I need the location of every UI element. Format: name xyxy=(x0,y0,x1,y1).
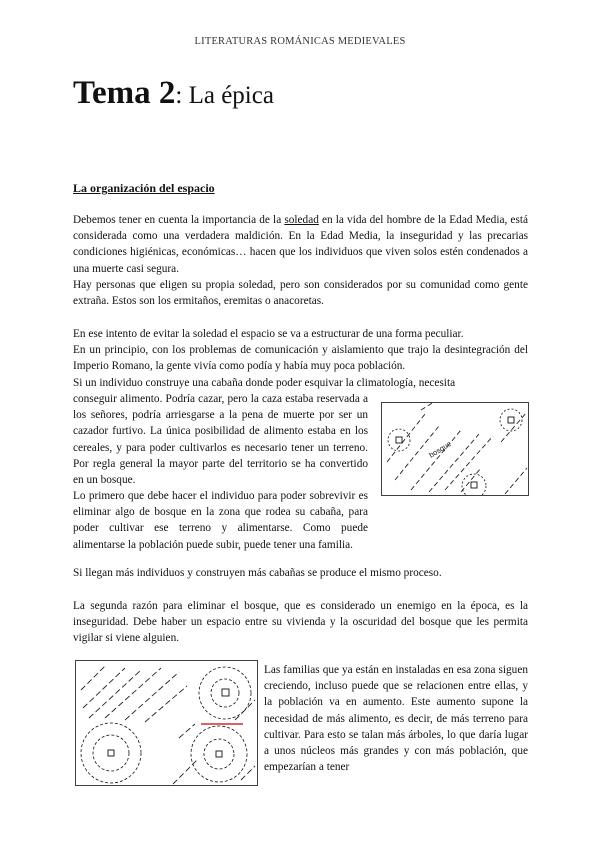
figure-expanding-clearings xyxy=(75,660,258,786)
section-heading: La organización del espacio xyxy=(73,181,215,195)
clearing-circles-2 xyxy=(81,667,251,783)
paragraph-soledad xyxy=(73,212,528,277)
running-header: LITERATURAS ROMÁNICAS MEDIEVALES xyxy=(194,36,406,47)
p1-text-before: Debemos tener en cuenta la importancia de la xyxy=(73,214,285,226)
paragraph-ermitanos: Hay personas que eligen su propia soledad, pero son considerados por su comunidad como gente extraña. Estos son los ermitaños, eremitas o anacoretas. xyxy=(73,279,528,308)
clearing-circles xyxy=(388,409,522,496)
p1-underlined-word: soledad xyxy=(284,214,319,226)
p1-text-after: en la vida del hombre de la Edad Media, está considerada como una verdadera maldición. En la Edad Media, la inseguridad y las precarias condiciones higiénicas, económicas… hacen que los individuos que viven solos estén condenados a una muerte casi segura. xyxy=(73,214,528,275)
paragraph-inseguridad: La segunda razón para eliminar el bosque, que es considerado un enemigo en la época, es la inseguridad. Debe haber un espacio entre su vivienda y la oscuridad del bosque que les permita vigilar si viene alguien. xyxy=(73,600,528,645)
forest-hatching xyxy=(387,402,527,494)
figure2-frame xyxy=(76,661,258,786)
forest-hatching-2 xyxy=(81,666,255,784)
paragraph-intento: En ese intento de evitar la soledad el espacio se va a estructurar de una forma peculiar. xyxy=(73,328,464,340)
paragraph-cabana-body: conseguir alimento. Podría cazar, pero la caza estaba reservada a los señores, podría arriesgarse a la pena de muerte por ser un cazador furtivo. La única posibilidad de alimento estaba en los cereales, y para poder cultivarlos es necesario tener un terreno. Por regla general la mayor parte del territorio se ha convertido en un bosque. xyxy=(73,393,368,487)
paragraph-sobrevivir: Lo primero que debe hacer el individuo para poder sobrevivir es eliminar algo de bosque en la zona que rodea su cabaña, para poder cultivar ese terreno y alimentarse. Como puede alimentarse la población puede subir, puede tener una familia. xyxy=(73,490,368,551)
paragraph-principio: En un principio, con los problemas de comunicación y aislamiento que trajo la desintegración del Imperio Romano, la gente vivía como podía y había muy poca población. xyxy=(73,344,528,373)
forest-label: bosque xyxy=(427,439,453,460)
paragraph-cabana-intro: Si un individuo construye una cabaña donde poder esquivar la climatología, necesita xyxy=(73,377,456,389)
figure-frame xyxy=(382,403,529,496)
paragraph-mas-individuos: Si llegan más individuos y construyen más cabañas se produce el mismo proceso. xyxy=(73,567,442,579)
figure-forest-clearings xyxy=(381,402,529,496)
paragraph-familias: Las familias que ya están en instaladas en esa zona siguen creciendo, incluso puede que se relacionen entre ellas, y la población va en aumento. Este aumento supone la necesidad de más alimento, es decir, de más terreno para cultivar. Para esto se talan más árboles, lo que daría lugar a unos núcleos más grandes y con más población, que empezarían a tener xyxy=(264,664,528,774)
title-main: Tema 2 xyxy=(73,75,176,111)
title-sub: : La épica xyxy=(175,82,274,109)
page-title xyxy=(73,74,274,112)
